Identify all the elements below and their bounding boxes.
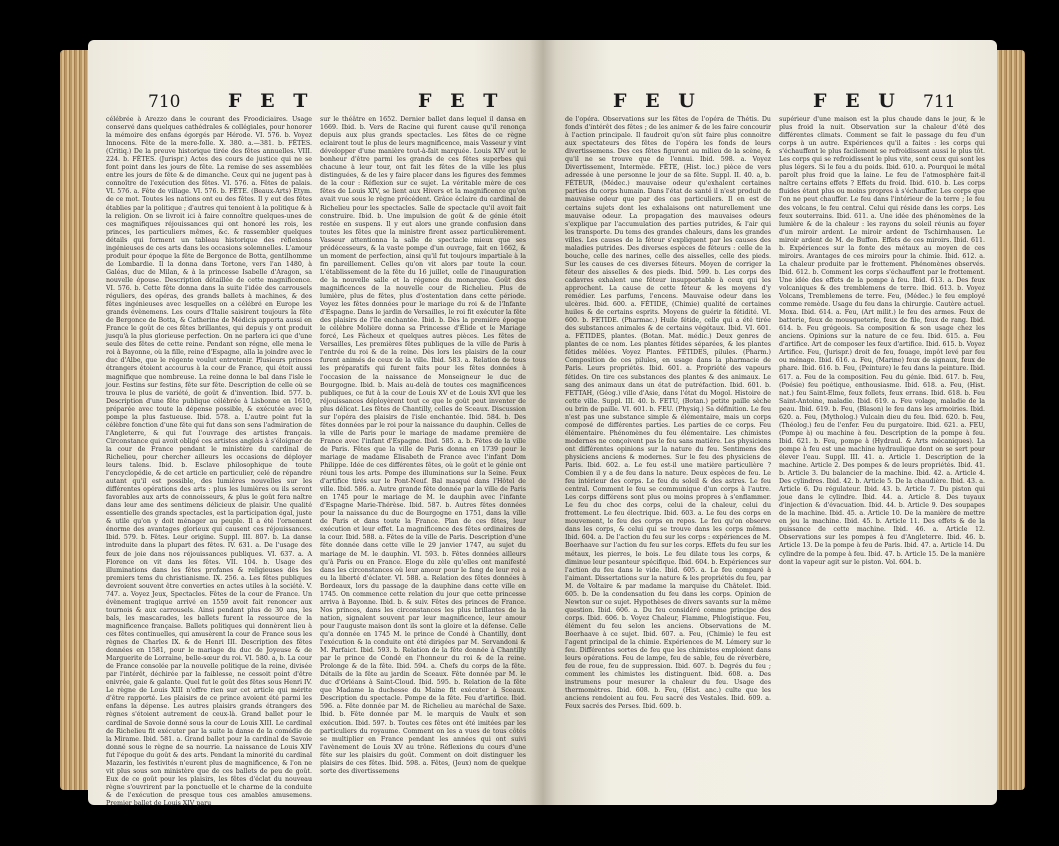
running-header: F E U [613,90,701,112]
page-number: 710 [148,92,181,112]
text-column [320,116,526,775]
running-header: F E U [813,90,901,112]
column-text: supérieur d'une maison est la plus chaude dans le jour, & le plus froid la nuit. Observation sur la chaleur d'été des différentes climats. Comment se fait le passage du feu d'un corps à un autre. Expériences qu'il a faites : les corps qui s'échauffent le plus facilement se refroidissent aussi le plus tôt. Les corps qui se refroidissent le plus vite, sont ceux qui sont les plus légers. Si le feu a du poids. Ibid. 610. a. Pourquoi le métal paroît plus froid que la laine. Le feu de l'atmosphère fait-il naître certains effets ? Effets du froid. Ibid. 610. b. Les corps fluides étant plus ou moins propres à s'échauffer. Les corps que l'on ne peut chauffer. Le feu dans l'intérieur de la terre ; le feu des volcans, le feu central. Celui qui réside dans les corps. Les feux souterrains. Ibid. 611. a. Une idée des phénomènes de la lumière & de la chaleur : les rayons du soleil réunis au foyer d'un miroir ardent. Le miroir ardent de Tschirnhausen. Le miroir ardent de M. de Buffon. Effets de ces miroirs. Ibid. 611. b. Expériences sur la fonte des métaux au moyen de ces miroirs. Avantages de ces miroirs pour la chimie. Ibid. 612. a. La chaleur produite par le frottement. Phénomènes observés. Ibid. 612. b. Comment les corps s'échauffent par le frottement. Une idée des effets de la pompe à feu. Ibid. 613. a. Des feux volcaniques & des tremblemens de terre. Ibid. 613. b. Voyez Volcans, Tremblemens de terre. Feu, (Médec.) le feu employé comme remède. Usage du feu dans la chirurgie. Cautère actuel. Moxa. Ibid. 614. a. Feu, (Art milit.) le feu des armes. Feux de batterie, feux de mousqueterie, feux de file, feux de rang. Ibid. 614. b. Feu grégeois. Sa composition & son usage chez les anciens. Opinions sur la nature de ce feu. Ibid. 615. a. Feu d'artifice. Art de composer les feux d'artifice. Ibid. 615. b. Voyez Artifice. Feu, (Jurispr.) droit de feu, fouage, impôt levé par feu ou ménage. Ibid. 616. a. Feu, (Marine) feux de signaux, feux de phare. Ibid. 616. b. Feu, (Peinture) le feu dans la peinture. Ibid. 617. a. Feu de la composition. Feu du génie. Ibid. 617. b. Feu, (Poésie) feu poétique, enthousiasme. Ibid. 618. a. Feu, (Hist. nat.) feu Saint-Elme, feux follets, feux errans. Ibid. 618. b. Feu Saint-Antoine, maladie. Ibid. 619. a. Feu volage, maladie de la peau. Ibid. 619. b. Feu, (Blason) le feu dans les armoiries. Ibid. 620. a. Feu, (Mytholog.) Vulcain dieu du feu. Ibid. 620. b. Feu, (Théolog.) feu de l'enfer. Feu du purgatoire. Ibid. 621. a. FEU, (Pompe à) ou machine à feu. Description de la pompe à feu. Ibid. 621. b. Feu, pompe à (Hydraul. & Arts mécaniques). La pompe à feu est une machine hydraulique dont on se sert pour élever l'eau. Suppl. III. 41. a. Article 1. Description de la machine. Article 2. Des pompes & de leurs propriétés. Ibid. 41. b. Article 3. Du balancier de la machine. Ibid. 42. a. Article 4. Des cylindres. Ibid. 42. b. Article 5. De la chaudière. Ibid. 43. a. Article 6. Du régulateur. Ibid. 43. b. Article 7. Du piston qui joue dans le cylindre. Ibid. 44. a. Article 8. Des tuyaux d'injection & d'évacuation. Ibid. 44. b. Article 9. Des soupapes de la machine. Ibid. 45. a. Article 10. De la manière de mettre en jeu la machine. Ibid. 45. b. Article 11. Des effets & de la puissance de cette machine. Ibid. 46. a. Article 12. Observations sur les pompes à feu d'Angleterre. Ibid. 46. b. Article 13. De la pompe à feu de Paris. Ibid. 47. a. Article 14. Du cylindre de la pompe à feu. Ibid. 47. b. Article 15. De la manière dont la vapeur agit sur le piston. Vol. 604. b. [779,116,985,566]
running-header: F E T [228,90,314,112]
book-page-edges-right [997,50,1025,790]
running-header: F E T [418,90,504,112]
open-book [60,40,1025,805]
text-column [779,116,985,761]
left-page [88,40,543,805]
column-text: sur le théâtre en 1652. Dernier ballet dans lequel il dansa en 1669. Ibid. b. Vers de Racine qui furent cause qu'il renonça depuis aux plus grands spectacles. Les fêtes de ce règne eclairent tout le plus de leurs magnificence, mais Vasseur y vint développer d'une manière tout-à-fait marquée. Louis XIV eut le bonheur d'être parmi les grands de ces fêtes superbes qui chacune à leur tour, ont fait les fêtes de la ville les plus distinguées, & de les y faire placer dans les figures des femmes de la cour : Réflexion sur ce sujet. La véritable mère de ces fêtes de Louis XIV, se lient aux Hivers et la magnificence qu'on avait vue sous le règne précédent. Grâce éclaire du cardinal de Richelieu pour les spectacles. Salle de spectacle qu'il avoit fait construire. Ibid. b. Une impulsion de goût & de génie étoit restée en suspens. Il y eut alors une grande confusion dans toutes les fêtes que la ministre firent assez particulièrement. Vasseur attentionna la salle de spectacle mieux que ses prédécesseurs, & la vaste pompe d'un ouvrage, fait en 1662, & un moment de perfection, ainsi qu'il fut toujours impartiale à la fin pareillement. Celles qu'on vit alors par toute la cour. L'établissement de la fête du 16 juillet, celle de l'inauguration de la nouvelle salle et la régence du monarque. Goût des magnificences de la nouvelle cour de Richelieu. Plus de lumière, plus de fêtes, plus d'ostentation dans cette période. Voyez les fêtes données pour le mariage du roi & de l'Infante d'Espagne. Dans le jardin de Versailles, le roi fit exécuter la fête des plaisirs de l'île enchantée. Ibid. b. Dès la première époque le célèbre Molière donna sa Princesse d'Élide et le Mariage forcé, Les Fâcheux et quelques autres pièces. Les fêtes de Versailles, Les premières fêtes publiques de la ville de Paris à l'entrée du roi & de la reine. Dès lors les plaisirs de la cour furent animés de ceux de la ville. Ibid. 583. a. Relation de tous les préparatifs qui furent faits pour les fêtes données à l'occasion de la naissance de Monseigneur le duc de Bourgogne. Ibid. b. Mais au-delà de toutes ces magnificences publiques, ce fut à la cour de Louis XV et de Louis XVI que les réjouissances déployèrent tout ce que le goût peut inventer de plus délicat. Les fêtes de Chantilly, celles de Sceaux. Discussion sur l'opéra des plaisirs de l'isle enchantée. Ibid. 584. b. Des fêtes données par le roi pour la naissance du dauphin. Celles de la ville de Paris pour le mariage de madame première de France avec l'infant d'Espagne. Ibid. 585. a. b. Fêtes de la ville de Paris. Fêtes que la ville de Paris donna en 1739 pour le mariage de madame Élisabeth de France avec l'infant Dom Philippe. Idée de ces différentes fêtes, où le goût et le génie ont réuni tous les arts. Pompe des illuminations sur la Seine. Feux d'artifice tirés sur le Pont-Neuf. Bal masqué dans l'Hôtel de ville. Ibid. 586. a. Autre grande fête donnée par la ville de Paris en 1745 pour le mariage de M. le dauphin avec l'infante d'Espagne Marie-Thérèse. Ibid. 587. b. Autres fêtes données pour la naissance du duc de Bourgogne en 1751, dans la ville de Paris et dans toute la France. Plan de ces fêtes, leur exécution et leur effet. La magnificence des fêtes ordinaires de la cour. Ibid. 588. a. Fêtes de la ville de Paris. Description d'une fête donnée dans cette ville le 29 janvier 1747, au sujet du mariage de M. le dauphin. VI. 593. b. Fêtes données ailleurs qu'à Paris ou en France. Eloge du zèle qu'elles ont manifesté dans les circonstances où leur amour pour le fang de leur roi a eu la liberté d'éclater. VI. 588. a. Relation des fêtes données à Bordeaux, lors du passage de la dauphine dans cette ville en 1745. On commence cette relation du jour que cette princesse arriva à Bayonne. Ibid. b. & suiv. Fêtes des princes de France. Nos princes, dans les circonstances les plus brillantes de la nation, signalent souvent par leur magnificence, leur amour pour l'auguste maison dont ils sont la gloire et la défense. Celle qu'a donnée en 1745 M. le prince de Condé à Chantilly, dont l'exécution & la conduite ont été dirigées par M. Servandoni & M. Parfaict. Ibid. 593. b. Relation de la fête donnée à Chantilly par le prince de Condé en l'honneur du roi & de la reine. Prolonge & de la fête. Ibid. 594. a. Chefs du corps de la fête. Détails de la fête au jardin de Sceaux. Fête donnée par M. le duc d'Orléans à Saint-Cloud. Ibid. 595. b. Relation de la fête que Madame la duchesse du Maine fit exécuter à Sceaux. Description du spectacle. Pompe de la fête. Feu d'artifice. Ibid. 596. a. Fête donnée par M. de Richelieu au maréchal de Saxe. Ibid. b. Fête donnée par M. le marquis de Vaulx et son exécution. Ibid. 597. b. Toutes ces fêtes ont été imitées par les particuliers du royaume. Comment on les a vues de tous côtés se multiplier en France pendant les années qui ont suivi l'avènement de Louis XV au trône. Réflexions du cours d'une fête sur les plaisirs du goût. Comment on doit distinguer les plaisirs de ces fêtes. Ibid. 598. a. Fêtes, (Jeux) nom de quelque sorte des divertissemens [320,116,526,775]
page-number: 711 [923,92,956,112]
text-column [565,116,771,761]
column-text: de l'opéra. Observations sur les fêtes de l'opéra de Thétis. Du fonds d'intérêt des fêtes ; de les animer & de les faire concourir à l'action principale. Il faudroit qu'on sût faire plus connoitre aux spectateurs des fêtes de l'opéra les fonds de leurs divertissemens. Des ces fêtes figurent au milieu de la scène, & qu'il ne se trouve que de l'ennui. Ibid. 598. a. Voyez Divertissement, Intermède. FÊTE, (Hist. loc.) pièce de vers adressée à une personne le jour de sa fête. Suppl. II. 40. a, b. FÉTEUR, (Médec.) mauvaise odeur qu'exhalent certaines parties du corps humain. Dans l'état de santé il n'est produit de mauvaise odeur que par des cas particuliers. Il en est de certains sujets dont les exhalaisons ont naturellement une mauvaise odeur. La propagation des mauvaises odeurs s'explique par l'accumulation des parties putrides, & l'air qui les transporte. Du tems des grandes chaleurs, dans les grandes villes. Les causes de la féteur s'expliquent par les causes des maladies putrides. Des diverses espèces de féteurs : celle de la bouche, celle des narines, celle des aisselles, celle des pieds. Sur les causes de ces diverses féteurs. Moyen de corriger la féteur des aisselles & des pieds. Ibid. 599. b. Les corps des cadavres exhalent une féteur insupportable à ceux qui les approchent. La cause de cette féteur & les moyens d'y remédier. Les parfums, l'encens. Mauvaise odeur dans les ulcères. Ibid. 600. a. FÉTIDE, (Chimie) qualité de certaines huiles & de certains esprits. Moyens de guérir la fétidité. VI. 600. b. FETIDE. (Pharmac.) Huile fétide, celle qui a été tirée des substances animales & de certains végétaux. Ibid. VI. 601. a. FÉTIDES, plantes. (Botan. Mat. médic.) Deux genres de plantes de ce nom. Les plantes fétides séparées, & les plantes fétides mêlées. Voyez Plantes. FÉTIDES, pilules. (Pharm.) Composition de ces pilules, en usage dans la pharmacie de Paris. Leurs propriétés. Ibid. 601. a. Propriété des vapeurs fétides. On tire ces substances des plantes & des animaux. Le sang des animaux dans un état de putréfaction. Ibid. 601. b. FETTAH, (Géog.) ville d'Asie, dans l'état du Mogol. Histoire de cette ville. Suppl. III. 40. b. FETU, (Botan.) petite paille sèche ou brin de paille. VI. 601. b. FEU. (Physiq.) Sa définition. Le feu n'est pas une substance simple & élémentaire, mais un corps composé de différentes parties. Les parties de ce corps. Feu élémentaire. Phénomènes du feu élémentaire. Les chimistes modernes ne conçoivent pas le feu sans matière. Les physiciens ont différentes opinions sur la nature du feu. Sentimens des physiciens anciens & modernes. Sur le feu des physiciens de Paris. Ibid. 602. a. Le feu est-il une matière particulière ? Combien il y a de feu dans la nature. Deux espèces de feu. Le feu intérieur des corps. Le feu du soleil & des astres. Le feu central. Comment le feu se communique d'un corps à l'autre. Les corps différens sont plus ou moins propres à s'enflammer. Le feu du choc des corps, celui de la chaleur, celui du frottement. Le feu électrique. Ibid. 603. a. Le feu des corps en mouvement, le feu des corps en repos. Le feu qu'on observe dans les corps, & celui qui se trouve dans les corps mêmes. Ibid. 604. a. De l'action du feu sur les corps : expériences de M. Boerhaave sur l'action du feu sur les corps. Effets du feu sur les métaux, les pierres, le bois. Le feu dilate tous les corps, & diminue leur pesanteur spécifique. Ibid. 604. b. Expériences sur l'action du feu dans le vide. Ibid. 605. a. Le feu comparé à l'aimant. Dissertations sur la nature & les propriétés du feu, par M. de Voltaire & par madame la marquise du Châtelet. Ibid. 605. b. De la condensation du feu dans les corps. Opinion de Newton sur ce sujet. Hypothèses de divers savants sur la même question. Ibid. 606. a. Du feu considéré comme principe des corps. Ibid. 606. b. Voyez Chaleur, Flamme, Phlogistique. Feu, élément du feu selon les anciens. Observations de M. Boerhaave à ce sujet. Ibid. 607. a. Feu, (Chimie) le feu est l'agent principal de la chimie. Expériences de M. Lémery sur le feu. Différentes sortes de feu que les chimistes emploient dans leurs opérations. Feu de lampe, feu de sable, feu de réverbère, feu de roue, feu de suppression. Ibid. 607. b. Degrés du feu ; comment les chimistes les distinguent. Ibid. 608. a. Des instrumens pour mesurer la chaleur du feu. Usage des thermomètres. Ibid. 608. b. Feu, (Hist. anc.) culte que les anciens rendoient au feu. Feu sacré des Vestales. Ibid. 609. a. Feux sacrés des Perses. Ibid. 609. b. [565,116,771,711]
column-text: célébrée à Arezzo dans le courant des Froodiciaires. Usage conservé dans quelques cathédrales & collégiales, pour honorer la mémoire des enfans égorgés par Hérode. VI. 576. b. Voyez Innocens. Fête de la mere-folle. X. 380. a.—381. b. FÊTES. (Critiq.) De la preuve historique tirée des fêtes annuelles. VIII. 224. b. FÊTES. (Jurispr.) Actes des cours de justice qui ne se font point dans les jours de fête. La remise de ses assemblées entre les jours de fête & de dimanche. Ceux qui ne jugent pas à connoître de l'exécution des fêtes. VI. 576. a. Fêtes de palais. VI. 576. a. Fête de village. VI. 576. b. FÊTE. (Beaux-Arts) Etym. de ce mot. Toutes les nations ont eu des fêtes. Il y eut des fêtes établies par la politique ; d'autres qui tenoient à la politique & à la religion. On se livroit ici à faire connoître quelques-unes de ces magnifiques réjouissances qui ont honoré les rois, les princes, les particuliers mêmes, &c. & rassembler quelques détails qui forment un tableau historique des réflexions ingénieuses de ces arts dans les occasions solemnelles. L'amour produit pour époque la fête de Bergonce de Botta, gentilhomme de Lombardie. Il la donna dans Tortone, vers l'an 1480, à Galéas, duc de Milan, & à la princesse Isabelle d'Aragon, sa nouvelle épouse. Description détaillée de cette magnificence. VI. 576. b. Cette fête donna dans la suite l'idée des carrousels réguliers, des opéras, des grands ballets à machines, & des fêtes ingénieuses avec lesquelles on a célébré en Europe les grands évènemens. Les cours d'Italie saisirent toujours la fête de Bergonce de Botta, & Catherine de Médicis apporta aussi en France le goût de ces fêtes brillantes, qui depuis y ont produit jusqu'à la plus glorieuse perfection. On ne parlera ici que d'une seule des fêtes de cette reine. Pendant son régne, elle mena le roi à Bayonne, où la fille, reine d'Espagne, alla la joindre avec le duc d'Albe, que le régente voulut entretenir. Plusieurs princes étrangers étoient accourus à la cour de France, qui étoit aussi magnifique que nombreuse. La reine donna le bal dans l'isle le jour. Festins sur festins, fête sur fête. Description de celle où se trouva le plus de variété, de goût & d'invention. Ibid. 577. b. Description d'une fête publique célébrée à Lisbonne en 1610, préparée avec toute la dépense possible, & exécutée avec la pompe la plus fastueuse. Ibid. 578. a. L'autre point fut la célèbre fonction d'une fête qui fut dans son sens l'admiration de l'Angleterre, & qui fut l'ouvrage des artistes français. Circonstance qui avoit obligé ces artistes anglois à s'éloigner de la cour de France pendant le ministère du cardinal de Richelieu, pour chercher ailleurs les occasions de déployer leurs talens. Ibid. b. Esclave philosophique de toute l'encyclopédie, & de cet article en particulier, celé de répandre autant qu'il est possible, des lumières nouvelles sur les différentes opérations des arts : plus les lumières ou ils seront favorables aux arts de connoisseurs, & plus le goût fera naître dans leur ame des sentimens délicieux de plaisir. Une qualité essentielle des grands spectacles, est la participation égal, juste & utile qu'on y doit ménager au peuple. Il a été l'ornement énorme des avantages glorieux qui causent ces réjouissances. Ibid. 579. b. Fêtes. Leur origine. Suppl. III. 807. b. La danse introduite dans la plupart des fêtes. IV. 631. a. De l'usage des feux de joie dans nos réjouissances publiques. VI. 637. a. A Florence on vit dans les fêtes. VII. 104. b. Usage des illuminations dans les fêtes profanes & religieuses dès les premiers tems du christianisme. IX. 256. a. Les fêtes publiques devroient souvent être converties en actes utiles à la société. V. 747. a. Voyez Jeux, Spectacles. Fêtes de la cour de France. Un évènement tragique arrivé en 1559 avoit fait renoncer aux tournois & aux carrousels. Ainsi pendant plus de 30 ans, les bals, les mascarades, les ballets furent la ressource de la magnificence française. Ballets politiques qui donnèrent lieu à ces fêtes continuelles, qui amusèrent la cour de France sous les règnes de Charles IX. & de Henri III. Description des fêtes données en 1581, pour le mariage du duc de Joyeuse & de Marguerite de Lorraine, belle-sœur du roi. VI. 580. a, b. La cour de France consolée par la nouvelle politique de la reine, divisée par l'intérêt, déchirée par la faiblesse, ne cessoit point d'être enivrée, gaie & galante. Quel fut le goût des fêtes sous Henri IV. Le règne de Louis XIII n'offre rien sur cet article qui mérite d'être rapporté. Les plaisirs de ce prince avoient été parmi les enfans la dépense. Les autres plaisirs grands étrangers des règnes s'étoient autrement de ceux-là. Grand ballet pour le cardinal de Savoie donné sous la cour de Louis XIII. Le cardinal de Richelieu fit exécuter par la suite la danse de la comédie de la Mirame. Ibid. 581. a. Grand ballet pour la cardinal de Savoie donné sous le règne de sa nourrie. La naissance de Louis XIV fut l'époque du goût & des arts. Pendant la minorité du cardinal Mazarin, les festivités n'eurent plus de magnificence, & l'on ne vit plus sous son ministère que de ces ballets de peu de goût. Eux de ce goût pour les plaisirs, les fêtes d'éclat du nouveau règne s'ouvrirent par la ponctuelle et le charme de la conduite & de l'exécution de presque tous ces amables amusemens. Premier ballet de Louis XIV paru [106,116,312,807]
right-page [543,40,997,805]
text-column [106,116,312,807]
